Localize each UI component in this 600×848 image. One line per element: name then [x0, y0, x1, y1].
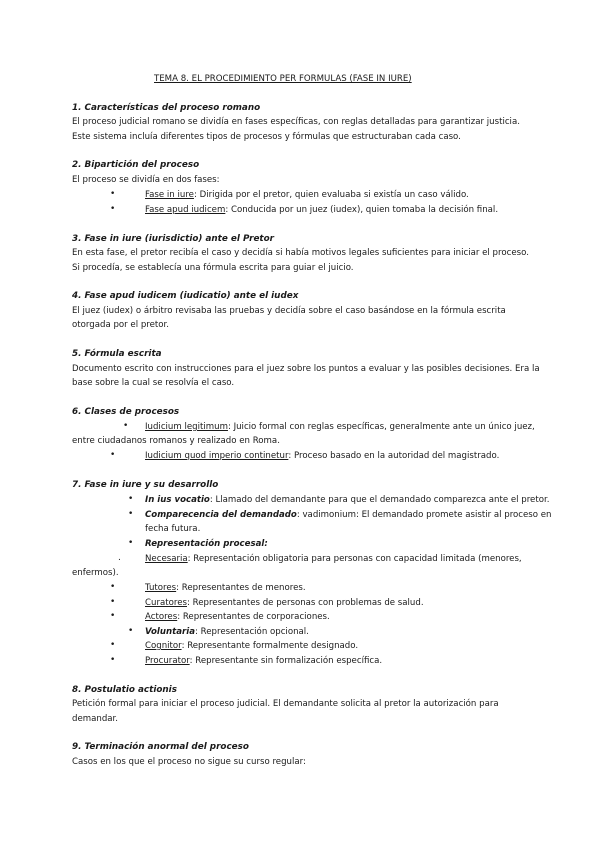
bullet: • — [128, 494, 134, 504]
item-text: : Dirigida por el pretor, quien evaluaba si existía un caso válido. — [193, 190, 469, 200]
bullet: • — [128, 509, 134, 519]
section-6-item-2 — [145, 451, 499, 462]
section-3-heading: 3. Fase in iure (iurisdictio) ante el Pretor — [72, 234, 275, 244]
bullet: • — [128, 626, 134, 636]
section-8-heading: 8. Postulatio actionis — [72, 685, 177, 695]
bullet: • — [110, 582, 116, 592]
term: Fase apud iudicem — [145, 205, 226, 215]
item-text: : Representantes de corporaciones. — [177, 612, 330, 622]
item-text: : Representación obligatoria para personas con capacidad limitada (menores, — [187, 554, 522, 564]
bullet: • — [128, 538, 134, 548]
term: Fase in iure — [145, 190, 194, 200]
section-6-item-1-cont: entre ciudadanos romanos y realizado en Roma. — [72, 436, 280, 446]
section-5-text-1: Documento escrito con instrucciones para el juez sobre los puntos a evaluar y las posibles decisiones. Era la — [72, 364, 540, 374]
section-8-text-2: demandar. — [72, 714, 119, 724]
item-text: : Representantes de menores. — [176, 583, 306, 593]
section-4-heading: 4. Fase apud iudicem (iudicatio) ante el iudex — [72, 291, 299, 301]
bullet: • — [110, 611, 116, 621]
term: Necesaria — [145, 554, 188, 564]
bullet: • — [110, 640, 116, 650]
bullet: • — [110, 450, 116, 460]
representation-necesaria — [145, 554, 522, 565]
bullet: • — [110, 655, 116, 665]
item-text: : Representante formalmente designado. — [181, 641, 359, 651]
bullet: • — [123, 421, 129, 431]
section-3-text-2: Si procedía, se establecía una fórmula escrita para guiar el juicio. — [72, 263, 354, 273]
term: Actores — [145, 612, 178, 622]
term: Iudicium quod imperio continetur — [145, 451, 289, 461]
representation-actores — [145, 612, 330, 623]
section-1-heading: 1. Características del proceso romano — [72, 103, 261, 113]
section-4-text-1: El juez (iudex) o árbitro revisaba las pruebas y decidía sobre el caso basándose en la fórmula escrita — [72, 306, 506, 316]
section-6-item-1 — [145, 422, 535, 433]
section-9-text-1: Casos en los que el proceso no sigue su curso regular: — [72, 757, 306, 767]
bullet: • — [110, 189, 116, 199]
section-2-item-2 — [145, 205, 498, 216]
term: Cognitor — [145, 641, 182, 651]
section-6-heading: 6. Clases de procesos — [72, 407, 180, 417]
bullet: • — [110, 204, 116, 214]
item-text: : Representante sin formalización específica. — [189, 656, 383, 666]
section-5-heading: 5. Fórmula escrita — [72, 349, 162, 359]
term: Iudicium legitimum — [145, 422, 228, 432]
item-text: : Juicio formal con reglas específicas, generalmente ante un único juez, — [227, 422, 535, 432]
item-text: : Representación opcional. — [195, 627, 309, 637]
item-text: : vadimonium: El demandado promete asistir al proceso en — [296, 510, 552, 520]
representation-procurator — [145, 656, 382, 667]
section-5-text-2: base sobre la cual se resolvía el caso. — [72, 378, 235, 388]
bullet: • — [110, 597, 116, 607]
section-3-text-1: En esta fase, el pretor recibía el caso y decidía si había motivos legales suficientes para iniciar el proceso. — [72, 248, 529, 258]
section-7-item-3: Representación procesal: — [145, 539, 268, 549]
section-7-item-2-cont: fecha futura. — [145, 524, 201, 534]
section-7-heading: 7. Fase in iure y su desarrollo — [72, 480, 219, 490]
page-title: TEMA 8. EL PROCEDIMIENTO PER FORMULAS (FASE IN IURE) — [154, 74, 412, 84]
section-2-item-1 — [145, 190, 469, 201]
representation-curatores — [145, 598, 424, 609]
section-8-text-1: Petición formal para iniciar el proceso judicial. El demandante solicita al pretor la autorización para — [72, 699, 499, 709]
item-text: : Proceso basado en la autoridad del magistrado. — [288, 451, 500, 461]
section-1-text-1: El proceso judicial romano se dividía en fases específicas, con reglas detalladas para garantizar justicia. — [72, 117, 520, 127]
term: Tutores — [145, 583, 177, 593]
section-2-intro: El proceso se dividía en dos fases: — [72, 175, 220, 185]
section-7-item-1 — [145, 495, 549, 506]
term: Voluntaria — [145, 627, 196, 637]
section-9-heading: 9. Terminación anormal del proceso — [72, 742, 249, 752]
representation-necesaria-cont: enfermos). — [72, 568, 119, 578]
term: In ius vocatio — [145, 495, 210, 505]
dot-marker: . — [118, 553, 121, 563]
section-2-heading: 2. Bipartición del proceso — [72, 160, 200, 170]
section-7-item-2 — [145, 510, 552, 521]
item-text: : Conducida por un juez (iudex), quien tomaba la decisión final. — [225, 205, 499, 215]
representation-cognitor — [145, 641, 358, 652]
term: Procurator — [145, 656, 190, 666]
term: Curatores — [145, 598, 187, 608]
section-4-text-2: otorgada por el pretor. — [72, 320, 170, 330]
representation-tutores — [145, 583, 306, 594]
section-1-text-2: Este sistema incluía diferentes tipos de procesos y fórmulas que estructuraban cada caso. — [72, 132, 461, 142]
term: Comparecencia del demandado — [145, 510, 297, 520]
representation-voluntaria — [145, 627, 309, 638]
item-text: : Representantes de personas con problemas de salud. — [186, 598, 424, 608]
item-text: : Llamado del demandante para que el demandado comparezca ante el pretor. — [209, 495, 550, 505]
